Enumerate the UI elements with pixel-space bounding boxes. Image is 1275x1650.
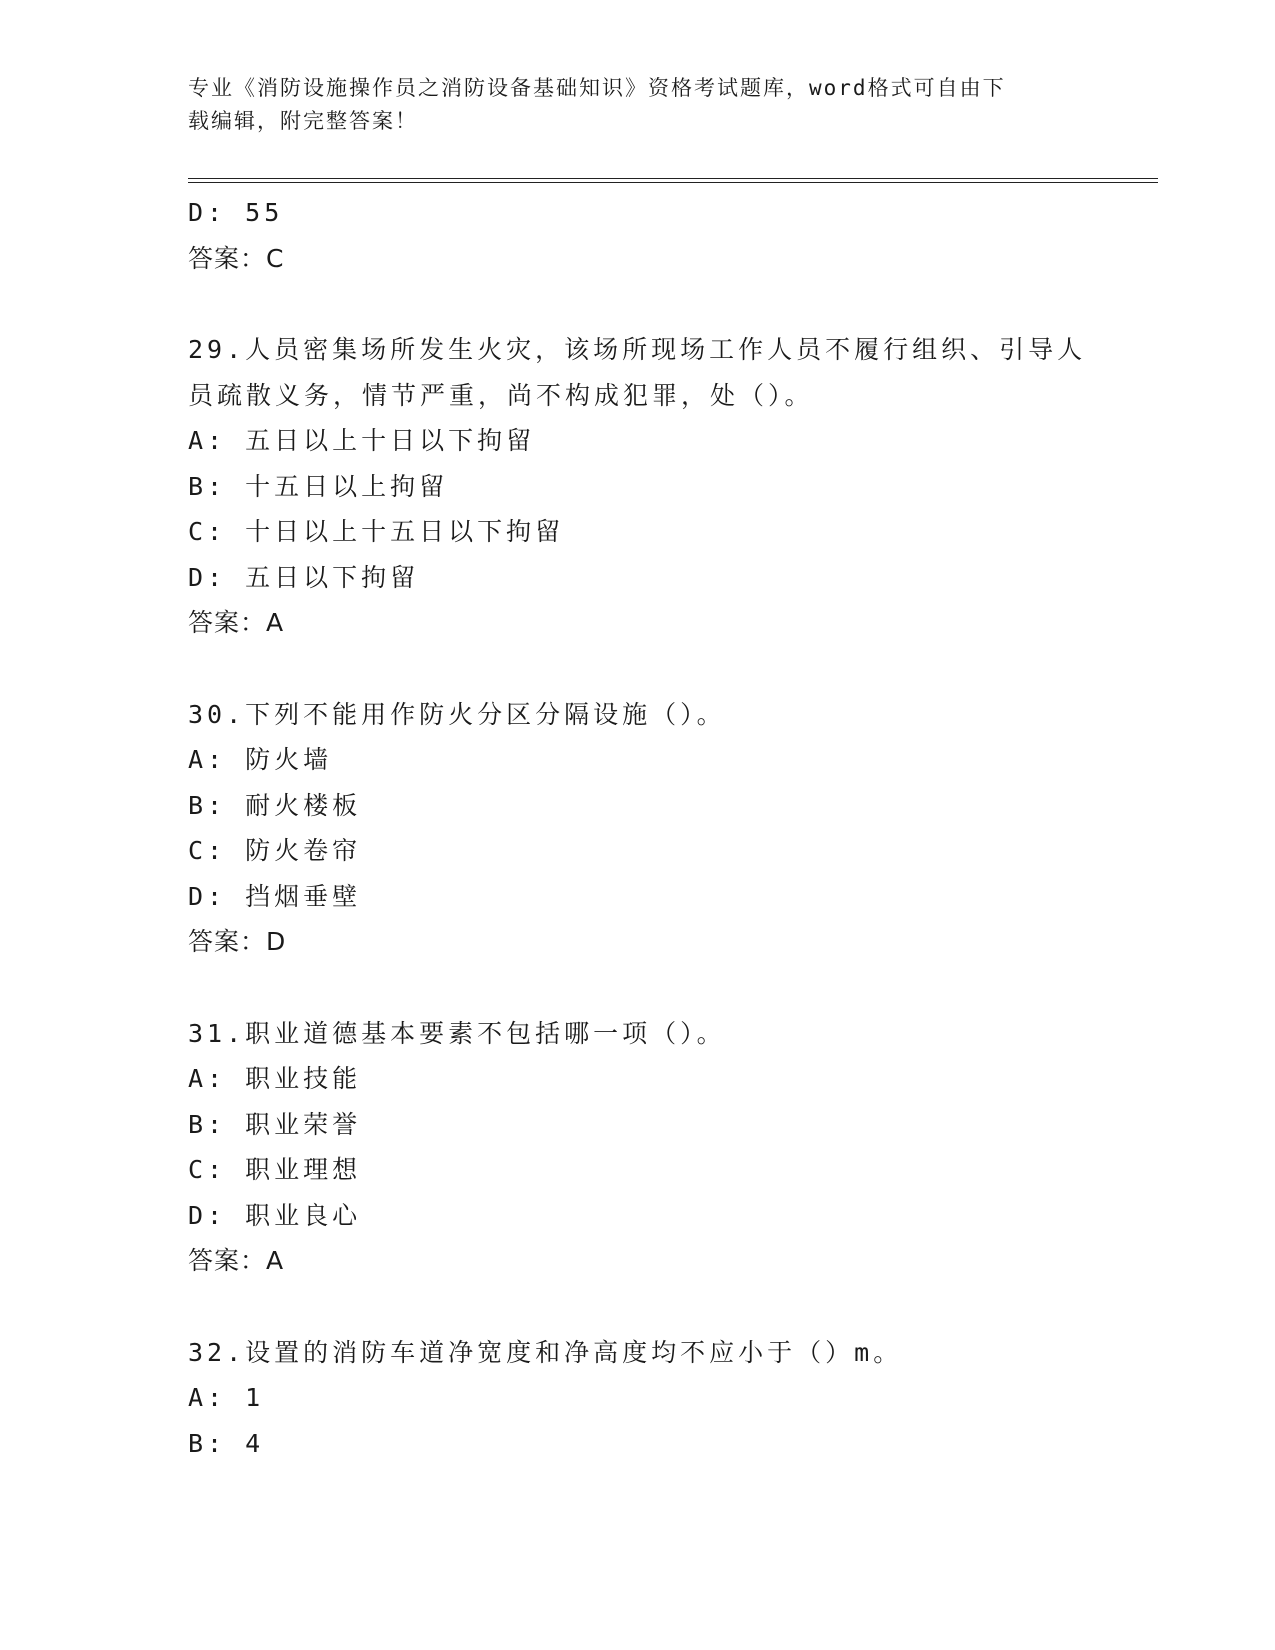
option-a: A: 1 <box>188 1383 265 1412</box>
spacer <box>188 281 1088 327</box>
question-stem: 31.职业道德基本要素不包括哪一项（）。 <box>188 1018 726 1048</box>
answer-line: 答案：D <box>188 927 287 956</box>
header-line-1: 专业《消防设施操作员之消防设备基础知识》资格考试题库，word格式可自由下 <box>188 76 1006 100</box>
question-29 <box>188 327 1088 646</box>
question-31 <box>188 1011 1088 1284</box>
option-c: C: 职业理想 <box>188 1155 362 1184</box>
spacer <box>188 965 1088 1011</box>
option-d: D: 五日以下拘留 <box>188 562 420 592</box>
option-b: B: 4 <box>188 1428 265 1458</box>
option-a: A: 五日以上十日以下拘留 <box>188 426 536 455</box>
question-stem: 29.人员密集场所发生火灾，该场所现场工作人员不履行组织、引导人 <box>188 335 1087 364</box>
answer-line: 答案：C <box>188 243 285 273</box>
option-c: C: 防火卷帘 <box>188 836 362 865</box>
document-body <box>188 190 1088 1466</box>
header-line-2: 载编辑，附完整答案！ <box>188 109 418 133</box>
option-a: A: 防火墙 <box>188 745 333 774</box>
option-d: D: 挡烟垂壁 <box>188 881 362 911</box>
option-b: B: 职业荣誉 <box>188 1109 362 1139</box>
question-28-tail <box>188 190 1088 281</box>
question-32 <box>188 1330 1088 1467</box>
answer-line: 答案：A <box>188 1246 285 1275</box>
question-stem-continued: 员疏散义务，情节严重，尚不构成犯罪，处（）。 <box>188 380 814 410</box>
header-divider-top <box>188 178 1158 179</box>
option-b: B: 耐火楼板 <box>188 790 362 820</box>
question-30 <box>188 692 1088 965</box>
option-b: B: 十五日以上拘留 <box>188 471 449 501</box>
option-c: C: 十日以上十五日以下拘留 <box>188 517 565 546</box>
question-stem: 32.设置的消防车道净宽度和净高度均不应小于（）m。 <box>188 1337 903 1367</box>
option-a: A: 职业技能 <box>188 1064 362 1093</box>
header-divider-bottom <box>188 182 1158 183</box>
document-header <box>188 72 1068 138</box>
question-stem: 30.下列不能用作防火分区分隔设施（）。 <box>188 699 726 729</box>
answer-line: 答案：A <box>188 608 285 637</box>
option-d: D: 职业良心 <box>188 1200 362 1230</box>
option-d: D: 55 <box>188 198 284 227</box>
spacer <box>188 1284 1088 1330</box>
spacer <box>188 646 1088 692</box>
